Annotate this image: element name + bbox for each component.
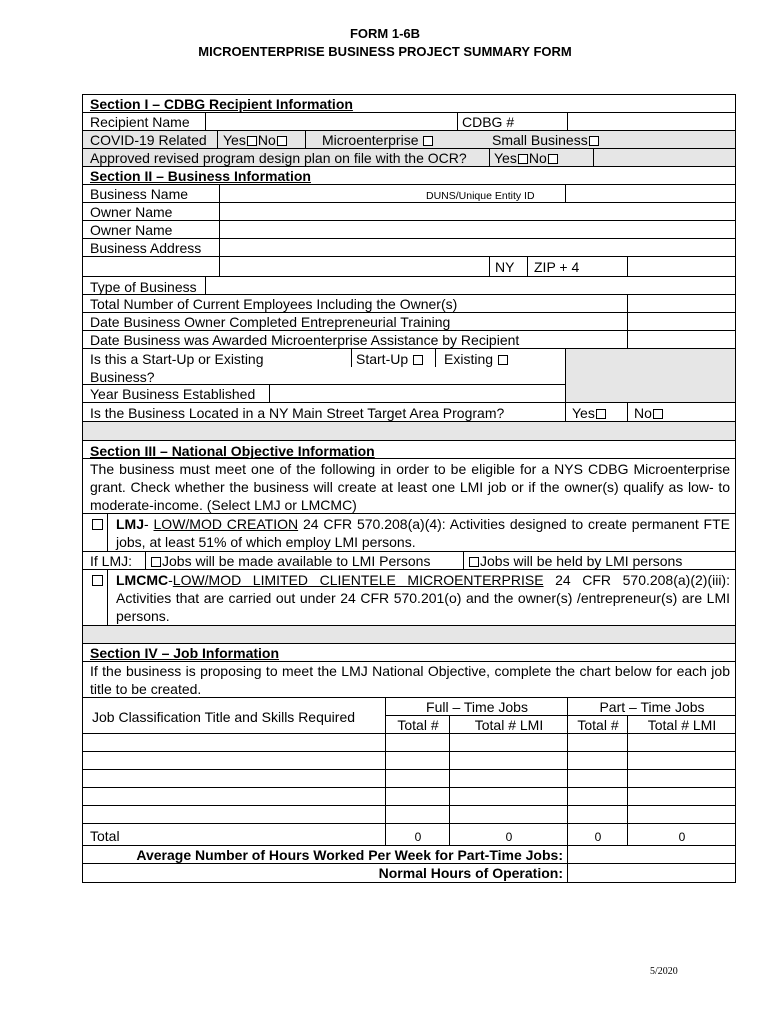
awarded-date-field[interactable]: [627, 331, 735, 348]
part-time-header: [567, 698, 735, 716]
pt-total-sum: [567, 824, 627, 845]
cdbg-label-cell: [457, 113, 567, 130]
address-line-2-row: [83, 257, 735, 277]
normal-hours-row: [83, 864, 735, 882]
startup-question-line-1: Is this a Start-Up or Existing: [90, 351, 264, 367]
business-name-field[interactable]: [219, 185, 565, 202]
lmj-option-1-label: Jobs will be made available to LMI Persons: [162, 553, 431, 569]
section-4-header: [83, 644, 735, 662]
lmj-option-2[interactable]: [463, 552, 735, 569]
spacer-row-2: [83, 626, 735, 644]
existing-option[interactable]: [435, 349, 565, 367]
normal-hours-field[interactable]: [567, 864, 735, 882]
pt-total-cell[interactable]: [567, 788, 627, 805]
lmj-row: [83, 514, 735, 552]
ft-lmi-value: 0: [505, 830, 513, 844]
ft-total-cell[interactable]: [385, 752, 449, 769]
approved-plan-row: [83, 149, 735, 167]
pt-lmi-cell[interactable]: [627, 788, 735, 805]
lmcmc-row: [83, 570, 735, 626]
zip-cell[interactable]: [527, 257, 627, 276]
pt-total-header: [567, 716, 627, 734]
lmj-checkbox[interactable]: [92, 519, 103, 530]
approved-no-checkbox[interactable]: [548, 154, 558, 164]
section-3-header: [83, 441, 735, 459]
section-4-intro: If the business is proposing to meet the LMJ National Objective, complete the chart below for each job title to be created.: [90, 663, 730, 697]
small-business-label: Small Business: [492, 132, 588, 148]
summary-form: [82, 94, 736, 883]
approved-yes-label: Yes: [494, 150, 517, 166]
microenterprise-label: Microenterprise: [322, 132, 419, 148]
year-established-label: Year Business Established: [90, 386, 256, 402]
total-label: Total: [90, 828, 120, 844]
section-2-title: Section II – Business Information: [90, 168, 311, 184]
training-row: [83, 313, 735, 331]
job-row[interactable]: [83, 770, 735, 788]
startup-label: Start-Up: [356, 351, 409, 367]
section-4-intro-row: [83, 662, 735, 698]
if-lmj-label: If LMJ:: [90, 553, 133, 569]
covid-yes-option[interactable]: [223, 132, 288, 148]
lmj-rest: 24 CFR 570.208(a)(4): Activities designed to create permanent FTE jobs, at least 51% of which employ LMI persons.: [116, 516, 730, 550]
ft-lmi-label: Total # LMI: [474, 717, 544, 733]
job-row[interactable]: [83, 734, 735, 752]
lmj-option-2-label: Jobs will be held by LMI persons: [480, 553, 683, 569]
section-4-title: Section IV – Job Information: [90, 645, 280, 661]
year-established-field[interactable]: [269, 385, 565, 402]
cdbg-number-field[interactable]: [567, 113, 735, 130]
zip-label: ZIP + 4: [534, 259, 580, 275]
job-row[interactable]: [83, 806, 735, 824]
business-type-label: Type of Business: [90, 279, 197, 295]
ft-total-cell[interactable]: [385, 806, 449, 823]
lmj-dash: -: [144, 516, 154, 532]
business-address-label: Business Address: [90, 240, 202, 256]
state-label: NY: [495, 259, 515, 275]
startup-option[interactable]: [351, 349, 435, 367]
mainstreet-no-label: No: [634, 405, 652, 421]
pt-lmi-label: Total # LMI: [647, 717, 717, 733]
address-line-2-field[interactable]: [219, 257, 489, 276]
recipient-name-field[interactable]: [205, 113, 457, 130]
cdbg-number-label: CDBG #: [462, 114, 515, 130]
recipient-name-label: Recipient Name: [90, 114, 190, 130]
covid-no-checkbox[interactable]: [277, 136, 287, 146]
covid-label: COVID-19 Related: [90, 132, 207, 148]
awarded-date-label: Date Business was Awarded Microenterprise Assistance by Recipient: [90, 332, 520, 348]
revision-date: 5/2020: [650, 966, 678, 977]
ft-lmi-cell[interactable]: [449, 752, 567, 769]
lmj-description: [116, 515, 730, 551]
section-3-intro: The business must meet one of the following in order to be eligible for a NYS CDBG Microenterprise grant. Check whether the business will create at least one LMI job or if the owner(s) qualify as low- to moderate-income. (Select LMJ or LMCMC): [90, 461, 730, 513]
form-title: MICROENTERPRISE BUSINESS PROJECT SUMMARY FORM: [198, 44, 572, 59]
training-date-field[interactable]: [627, 313, 735, 330]
section-1-title: Section I – CDBG Recipient Information: [90, 96, 353, 112]
avg-hours-field[interactable]: [567, 846, 735, 863]
job-row[interactable]: [83, 788, 735, 806]
small-business-option[interactable]: [492, 132, 600, 148]
section-3-intro-row: [83, 459, 735, 514]
awarded-row: [83, 331, 735, 349]
avg-hours-label: Average Number of Hours Worked Per Week for Part-Time Jobs:: [136, 847, 563, 863]
ft-lmi-sum: [449, 824, 567, 845]
state-cell: [489, 257, 527, 276]
covid-no-label: No: [257, 132, 276, 148]
startup-question-line-2: Business?: [90, 369, 155, 385]
pt-total-value: 0: [594, 830, 602, 844]
owner-name-2-label: Owner Name: [90, 222, 173, 238]
year-row: [83, 385, 735, 403]
pt-lmi-cell[interactable]: [627, 752, 735, 769]
ft-lmi-cell[interactable]: [449, 806, 567, 823]
pt-lmi-header: [627, 716, 735, 734]
approved-yes-checkbox[interactable]: [518, 154, 528, 164]
lmcmc-rest: 24 CFR 570.208(a)(2)(iii): Activities that are carried out under 24 CFR 570.201(o) and the owner(s) /entrepreneur(s) are LMI persons.: [116, 572, 730, 624]
approved-plan-blank: [593, 149, 735, 166]
mainstreet-row: [83, 403, 735, 422]
lmj-text-cell: [107, 514, 735, 551]
approved-yes-no[interactable]: [494, 150, 559, 166]
lmcmc-label: LMCMC: [116, 572, 169, 588]
business-type-row: [83, 277, 735, 295]
totals-row: [83, 824, 735, 846]
job-row[interactable]: [83, 752, 735, 770]
full-time-label: Full – Time Jobs: [426, 699, 528, 715]
startup-checkbox[interactable]: [413, 355, 423, 365]
avg-hours-row: [83, 846, 735, 864]
ft-total-cell[interactable]: [385, 788, 449, 805]
employees-label: Total Number of Current Employees Including the Owner(s): [90, 296, 458, 312]
owner-2-row: [83, 221, 735, 239]
mainstreet-yes-checkbox[interactable]: [596, 409, 606, 419]
pt-total-cell[interactable]: [567, 752, 627, 769]
ft-lmi-header: [449, 716, 567, 734]
address-line-1-field[interactable]: [219, 239, 735, 256]
mainstreet-no[interactable]: [627, 403, 735, 421]
ft-lmi-cell[interactable]: [449, 788, 567, 805]
owner-name-1-field[interactable]: [219, 203, 735, 220]
employees-row: [83, 295, 735, 313]
zip-extra[interactable]: [627, 257, 735, 276]
mainstreet-label: Is the Business Located in a NY Main Street Target Area Program?: [90, 405, 505, 421]
section-3-title: Section III – National Objective Information: [90, 443, 375, 459]
ft-total-value: 0: [414, 830, 422, 844]
job-table-header: [83, 698, 735, 734]
recipient-row: [83, 113, 735, 131]
pt-lmi-cell[interactable]: [627, 734, 735, 751]
training-date-label: Date Business Owner Completed Entrepreneurial Training: [90, 314, 451, 330]
lmcmc-text-cell: [107, 570, 735, 625]
lmj-option-2-checkbox[interactable]: [469, 557, 479, 567]
year-gray: [565, 385, 735, 402]
pt-lmi-cell[interactable]: [627, 806, 735, 823]
business-category: [305, 131, 588, 148]
pt-lmi-sum: [627, 824, 735, 845]
lmj-label: LMJ: [116, 516, 144, 532]
duns-field[interactable]: [565, 185, 735, 202]
existing-label: Existing: [444, 351, 494, 367]
ft-total-header: [385, 716, 449, 734]
small-business-checkbox[interactable]: [589, 136, 599, 146]
duns-label: DUNS/Unique Entity ID: [426, 190, 535, 202]
business-name-row: [83, 185, 735, 203]
ft-lmi-cell[interactable]: [449, 770, 567, 787]
lmcmc-description: [116, 571, 730, 625]
section-2-header: [83, 167, 735, 185]
lmcmc-dash: -: [168, 572, 173, 588]
approved-plan-options: [489, 149, 593, 166]
pt-total-cell[interactable]: [567, 734, 627, 751]
covid-yes-label: Yes: [223, 132, 246, 148]
ft-total-cell[interactable]: [385, 770, 449, 787]
full-time-header: [385, 698, 567, 716]
lmj-option-1-checkbox[interactable]: [151, 557, 161, 567]
owner-name-2-field[interactable]: [219, 221, 735, 238]
lmcmc-checkbox[interactable]: [92, 575, 103, 586]
employees-field[interactable]: [627, 295, 735, 312]
approved-plan-label: Approved revised program design plan on file with the OCR?: [90, 150, 467, 166]
mainstreet-no-checkbox[interactable]: [653, 409, 663, 419]
spacer-row-1: [83, 422, 735, 441]
form-number: FORM 1-6B: [349, 26, 421, 41]
ft-lmi-cell[interactable]: [449, 734, 567, 751]
pt-total-cell[interactable]: [567, 770, 627, 787]
business-type-field[interactable]: [205, 277, 735, 294]
startup-row: [83, 349, 735, 385]
covid-row: [83, 131, 735, 149]
covid-options: [217, 131, 305, 148]
existing-checkbox[interactable]: [498, 355, 508, 365]
owner-1-row: [83, 203, 735, 221]
owner-name-1-label: Owner Name: [90, 204, 173, 220]
section-1-header: [83, 95, 735, 113]
ft-total-label: Total #: [397, 717, 439, 733]
pt-total-label: Total #: [577, 717, 619, 733]
pt-lmi-value: 0: [678, 830, 686, 844]
address-row: [83, 239, 735, 257]
lmj-link[interactable]: LOW/MOD CREATION: [153, 516, 299, 532]
mainstreet-yes[interactable]: [565, 403, 627, 421]
lmj-options-row: [83, 552, 735, 570]
ft-total-sum: [385, 824, 449, 845]
pt-total-cell[interactable]: [567, 806, 627, 823]
microenterprise-option[interactable]: [322, 132, 434, 148]
ft-total-cell[interactable]: [385, 734, 449, 751]
job-title-column-header: Job Classification Title and Skills Required: [92, 709, 356, 725]
microenterprise-checkbox[interactable]: [423, 136, 433, 146]
lmj-option-1[interactable]: [145, 552, 463, 569]
pt-lmi-cell[interactable]: [627, 770, 735, 787]
approved-no-label: No: [528, 150, 547, 166]
lmcmc-link[interactable]: LOW/MOD LIMITED CLIENTELE MICROENTERPRISE: [172, 572, 544, 588]
mainstreet-yes-label: Yes: [572, 405, 595, 421]
part-time-label: Part – Time Jobs: [599, 699, 705, 715]
covid-yes-checkbox[interactable]: [247, 136, 257, 146]
normal-hours-label: Normal Hours of Operation:: [378, 865, 563, 881]
business-name-label: Business Name: [90, 186, 189, 202]
